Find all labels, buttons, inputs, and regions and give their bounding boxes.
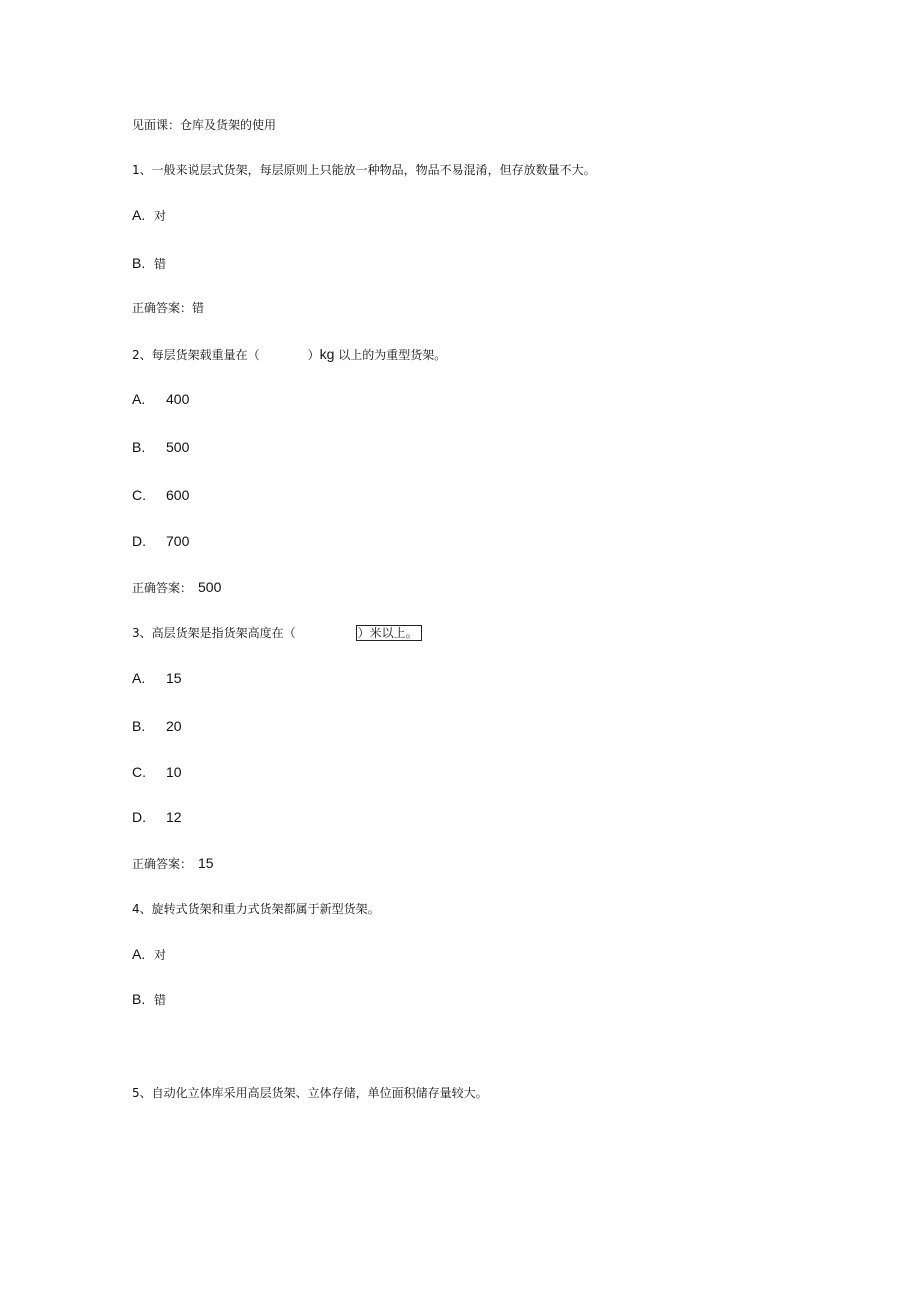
question-3-option-c	[132, 764, 182, 781]
option-letter: D.	[132, 809, 146, 825]
question-3-stem	[132, 625, 422, 641]
option-letter: C.	[132, 487, 146, 503]
question-1-option-b	[132, 255, 166, 272]
option-letter: B.	[132, 718, 146, 734]
question-1-option-a	[132, 207, 166, 224]
question-3-answer	[132, 855, 214, 872]
option-text: 20	[166, 718, 182, 734]
answer-value: 500	[198, 579, 222, 595]
option-letter: A.	[132, 207, 146, 223]
question-3-option-b	[132, 718, 182, 735]
question-2-answer	[132, 579, 221, 596]
option-text: 错	[154, 257, 167, 271]
stem-close: ）	[307, 348, 320, 362]
option-text: 10	[166, 764, 182, 780]
option-text: 600	[166, 487, 190, 503]
question-2-option-c	[132, 487, 189, 504]
answer-value: 错	[192, 301, 205, 315]
option-letter: D.	[132, 533, 146, 549]
option-text: 500	[166, 439, 190, 455]
option-letter: A.	[132, 391, 146, 407]
question-2-option-a	[132, 391, 189, 408]
question-1-answer	[132, 300, 204, 316]
option-text: 700	[166, 533, 190, 549]
stem-boxed: ）米以上。	[356, 625, 422, 641]
stem-unit: kg	[319, 346, 335, 362]
question-2-option-d	[132, 533, 189, 550]
question-3-option-d	[132, 809, 182, 826]
option-text: 400	[166, 391, 190, 407]
question-1-stem: 1、一般来说层式货架，每层原则上只能放一种物品，物品不易混淆，但存放数量不大。	[132, 163, 596, 177]
question-4-option-b	[132, 991, 166, 1008]
option-letter: A.	[132, 670, 146, 686]
question-5-stem: 5、自动化立体库采用高层货架、立体存储，单位面积储存量较大。	[132, 1086, 488, 1100]
option-text: 对	[154, 948, 167, 962]
stem-prefix: 3、高层货架是指货架高度在（	[132, 626, 296, 640]
stem-suffix: 以上的为重型货架。	[334, 348, 447, 362]
option-letter: B.	[132, 255, 146, 271]
question-2-stem	[132, 346, 446, 363]
question-3-option-a	[132, 670, 182, 687]
answer-value: 15	[198, 855, 214, 871]
option-letter: B.	[132, 991, 146, 1007]
answer-label: 正确答案：	[132, 301, 193, 315]
option-text: 错	[154, 993, 167, 1007]
question-4-option-a	[132, 946, 166, 963]
option-letter: A.	[132, 946, 146, 962]
answer-label: 正确答案：	[132, 581, 193, 595]
option-text: 对	[154, 209, 167, 223]
option-letter: C.	[132, 764, 146, 780]
answer-label: 正确答案：	[132, 857, 193, 871]
question-2-option-b	[132, 439, 189, 456]
page-title: 见面课：仓库及货架的使用	[132, 118, 277, 132]
stem-prefix: 2、每层货架载重量在（	[132, 348, 260, 362]
option-text: 15	[166, 670, 182, 686]
question-4-stem: 4、旋转式货架和重力式货架都属于新型货架。	[132, 902, 380, 916]
option-letter: B.	[132, 439, 146, 455]
option-text: 12	[166, 809, 182, 825]
